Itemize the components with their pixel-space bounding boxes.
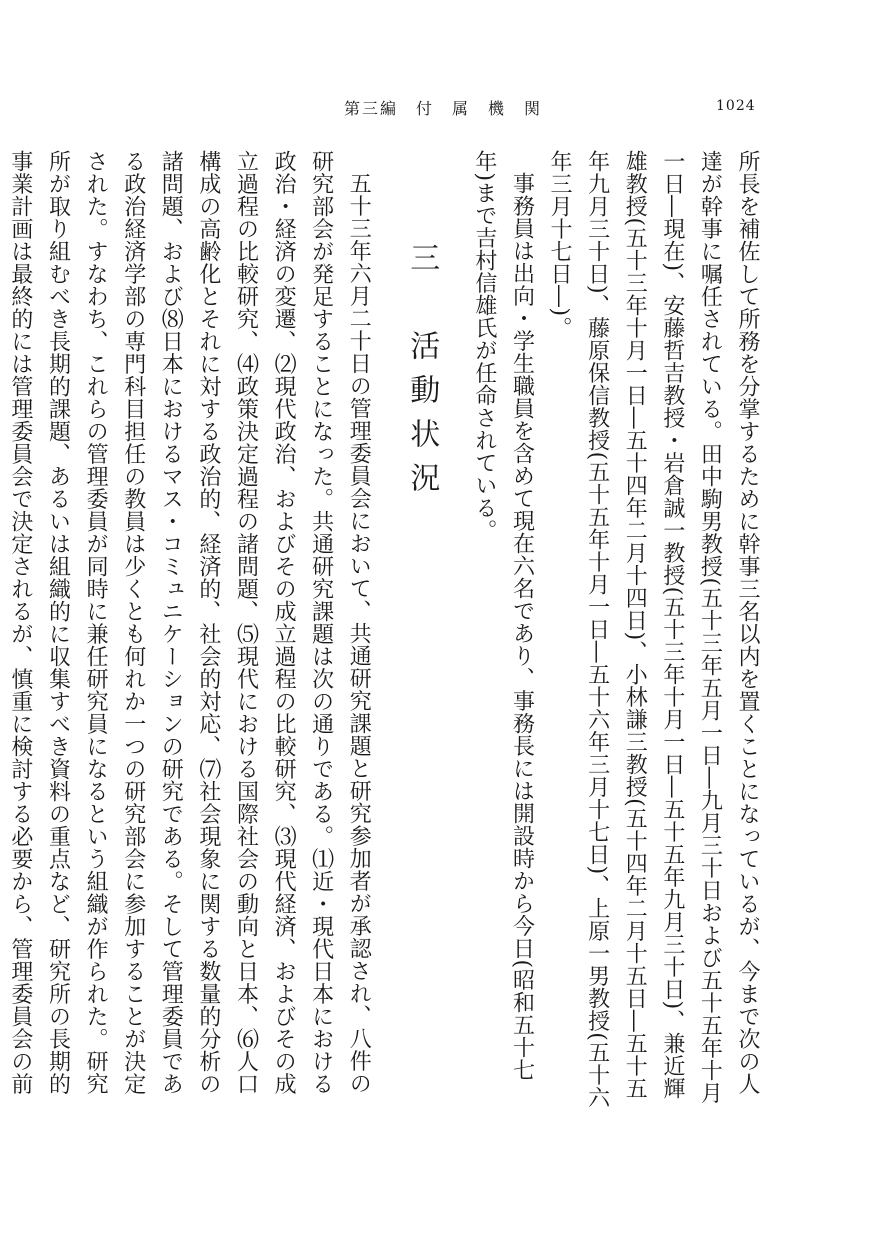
paragraph-executive-secretaries: 所長を補佐して所務を分掌するために幹事三名以内を置くことになっているが、今まで次の人達が幹事に嘱任されている。田中駒男教授(五十三年五月一日―九月三十日および五十五年十月一日―現在)、安藤哲吉教授・岩倉誠一教授(五十三年十月一日―五十五年九月三十日)、兼近輝雄教授(五十三年十月一日―五十四年二月十四日)、小林謙三教授(五十四年二月十五日―五十五年九月三十日)、藤原保信教授(五十五年十月一日―五十六年三月十七日)、上原一男教授(五十六年三月十七日―)。 — [547, 150, 760, 1109]
paragraph-research-activities: 五十三年六月二十日の管理委員会において、共通研究課題と研究参加者が承認され、八件の研究部会が発足することになった。共通研究課題は次の通りである。⑴近・現代日本における政治・経済の変遷、⑵現代政治、およびその成立過程の比較研究、⑶現代経済、およびその成立過程の比較研究、⑷政策決定過程の諸問題、⑸現代における国際社会の動向と日本、⑹人口構成の高齢化とそれに対する政治的、経済的、社会的対応、⑺社会現象に関する数量的分析の諸問題、および⑻日本におけるマス・コミュニケーションの研究である。そして管理委員である政治経済学部の専門科目担任の教員は少くとも何れか一つの研究部会に参加することが決定された。すなわち、これらの管理委員が同時に兼任研究員になるという組織が作られた。研究所が取り組むべき長期的課題、あるいは組織的に収集すべき資料の重点など、研究所の長期的事業計画は最終的には管理委員会で決定されるが、慎重に検討する必要から、管理委員会の前 — [7, 150, 372, 1095]
vertical-body-text — [7, 150, 766, 1110]
running-head: 第三編 付 属 機 関 — [344, 99, 543, 118]
page-header — [0, 96, 874, 120]
page-number: 1024 — [716, 98, 756, 114]
section-heading: 三 活動状況 — [404, 242, 440, 506]
paragraph-office-staff: 事務員は出向・学生職員を含めて現在六名であり、事務長には開設時から今日(昭和五十七年)まで吉村信雄氏が任命されている。 — [471, 150, 535, 1082]
